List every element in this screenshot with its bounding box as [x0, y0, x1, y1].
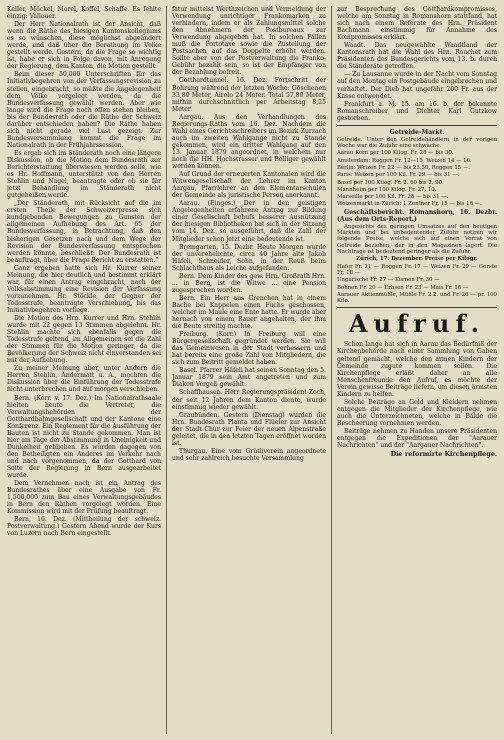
article-paragraph: Der Herr Nationalrath ist der Ansicht, daß wenn die Räthe des hiesigen Kantonskollegiums es so wünschen, diese möglichst abgeändert werde, und daß über die Berathung im Volke gestellt werde. Gestern, da die Frage so wichtig ist, habe er sich in Folge davon, mit Anregung der Regierung, dem Kanton, die Motion gestellt.: [7, 21, 161, 71]
article-paragraph: Es ergab sich im Ständerath noch eine längere Diskussion, ob die Motion dem Bundesrath zur Berichterstattung überwiesen werden solle, wie es Hr. Hoffmann, unterstützt von den Herren Stehlin und Nagel, beantragte oder ob sie für jetzt Behandlung im Ständerath nicht gutgeheißen werde.: [7, 149, 161, 200]
column-3: [337, 6, 497, 734]
appeal-paragraph: Solche Beiträge an Geld und Kleidern nehmen entgegen die Mitglieder der Kirchenpflege, wie auch die Unterzeichneten, welche in Bälde die Bescheerung vornehmen werden.: [337, 398, 497, 427]
market-note-body: Angesichts des geringen Umsatzes auf den heutigen Märkten und bei unbedeutender Zufuhr notiren wir folgende Preise, welche sich auf einen Vorrat von Getreide beziehen, der in den Magazinen lagert. Die Nachfrage ist bedeutend geringer als die Zufuhr.: [337, 223, 497, 256]
article-paragraph: Dem Vernehmen nach ist ein Antrag des Bundesrathes über eine Ausgabe von Fr. 1,500,000 zum Bau eines Verwaltungsgebäudes in Bern den Räthen vorgelegt worden. Eine Kommission wird mit der Prüfung beauftragt.: [7, 480, 161, 516]
price-row: Bohnen Fr. 20 — Erbsen Fr. 23 — Mais Fr. 16 —: [337, 284, 469, 291]
market-line: Getreide. Unter den Getreidehändlern in der vorigen Woche war die Zufuhr eine schwache.: [337, 136, 497, 150]
article-paragraph: Bremgarten, 15. Dezbr. Heute Morgen wurde der unverehelichte, circa 40 Jahre alte Jakob Häfeli, Schneider, Sohn, in der Reuß beim Schlachthaus als Leiche aufgefunden.: [172, 243, 326, 272]
market-line: Weizenmarkt in Zürich: 1 Zentner Fr. 15 — bis 16 —.: [337, 201, 482, 208]
article-paragraph: Bern. Ein Herr aus Grenchen hat in einem Bache bei Kappelen einen Fuchs geschossen, welcher im Maule eine Ente hatte. Er wurde aber hernach von einem Bauer angehalten, der ihm die Beute streitig machte.: [172, 294, 326, 331]
column-2: [172, 6, 326, 734]
section-divider: [337, 307, 497, 308]
market-line: Basel per 100 Kilog. Fr. 2. 60 bis 2. 90.: [337, 179, 444, 186]
market-report: [337, 137, 497, 208]
article-paragraph: Freiburg. (Korr.) In Freiburg will eine Bürgergesellschaft gegründet werden. Sie will das Gemeinwesen in der Stadt verbessern und hat bereits eine große Zahl von Mitgliedern, die sich zum Beitritt gemeldet haben.: [172, 331, 326, 367]
market-title: Getreide-Markt.: [389, 128, 445, 136]
article-paragraph: Graubünden. Gestern (Dienstag) wurden die Hrn. Bundesrath Planta und Flüeler zur Ansicht der Stadt Chur zur Feier der neuen Alpenstraße geleitet, die in den letzten Tagen eröffnet worden ist.: [172, 411, 326, 447]
market-line: Amsterdam: Roggen Fr. 12—15, Weizen 14 — 16.: [337, 157, 472, 164]
article-paragraph: Frankfurt a. M. 15. am 16. b. der bekannte Romanschreiber und Dichter Karl Gutzkow gestorben.: [337, 100, 497, 122]
column-1: [7, 6, 161, 734]
price-row: Ungarische Fr. 27 — Kernen Fr. 30 —: [337, 277, 440, 284]
article-paragraph: Die Motion des Hrn. Kurrer und Hrn. Stehlin wurde mit 22 gegen 13 Stimmen abgelehnt. Hr. Stehlin machte sich ebenfalls gegen die Todesstrafe geltend, im Allgemeinen sei die Zahl der Stimmen für die Motion geringer, da die Bevölkerung der Schweiz nicht einverstanden sei mit der Aufhebung.: [7, 315, 161, 365]
market-line: Paris: Weizen per 100 Kil. Fr. 29 — bis 31 —.: [337, 172, 460, 179]
article-paragraph: „Der Ständerath, mit Rücksicht auf die im ersten Theile der Schweizerpresse sich kundgebenden Bewegungen zu Gunsten der allgemeinen Aufhebung des Art. 65 der Bundesverfassung, in Betrachtung, daß den bisherigen Gesetzen nach und dem Wege der Revision der Bundesverfassung entsprochen werden könnte, beschließt: Der Bundesrath ist beauftragt, über die Frage Bericht zu erstatten.“: [7, 200, 161, 264]
price-row: Hafer Fr. 21 — Roggen Fr. 17 — Weizen Fr. 29 — Gerste Fr. 18 —: [337, 263, 497, 276]
column-rule-1: [166, 6, 167, 734]
ad-intro: Aarauer Aktienmühle, Mühle Fr. 2.2. und Fr. 26 — pr. 100 Kilo.: [337, 291, 497, 305]
market-line: Berlin: Weizen Fr. 22 — bis 23.50, Roggen 15 —.: [337, 164, 471, 171]
prices-title: Zürich, 17. Dezember. Preise per Kilogr.: [356, 256, 478, 263]
article-paragraph: Thurgau. Eine vom Grütliverein angeordnete und sehr zahlreich besuchte Versammlung: [172, 447, 326, 462]
market-line: Aarau Korn per 100 Kilog. Fr. 28 — bis 30.: [337, 150, 454, 157]
article-paragraph: Gotthardtunnel. 16. Dez. Fortschritt der Bohrung während der letzten Woche: Göschenen 33,80 Meter, Airolo 24 Meter. Total 57,80 Meter, mithin durchschnittlich per Arbeitstag 8,25 Meter.: [172, 77, 326, 113]
column-rule-2: [331, 6, 332, 734]
appeal-paragraph: Beiträge nehmen zu Handen unsere Präsidenten entgegen die Expeditionen der "Aarauer Nachrichten" und der "Aargauer Nachrichten".: [337, 427, 497, 450]
article-paragraph: fatur mittelst Werthzeichen und Vermeidung der Verwendung unrichtiger Frankomarken zu verhindern, indem er als Zahlungsmittel solche den Abnehmern der Postbureaux zur Verwendung abgegeben hat. In solchen Fällen muß die Portotaxe sowie die Zustellung der Postsachen auf das Doppelte erhöht werden. Sollte aber von der Postverwaltung die Franko-Gebühr bezahlt sein, so ist der Empfänger von der Bezahlung befreit.: [172, 6, 326, 77]
article-paragraph: Ganz ergeben hatte sich Hr. Kurrer seiner Meinung, die hier deutlich und bestimmt erklärt war, für einen Antrag eingebracht, nach der Volksabstimmung eine Revision der Verfassung vorzunehmen. Hr. Stöckle, der Gegner der Todesstrafe, beantragte Verschiebung, bis das Initiativbegehren vorliege.: [7, 264, 161, 314]
market-line: Mannheim per 100 Kilog. Fr. 27. 10.: [337, 186, 437, 193]
article-paragraph: Auf Grund der erneuerten Kantonalen wird die Witwengesellschaft der Lehrer im Kanton Aargau, Pfarrlehrer an den Elementarschulen der Gemeinde als juristische Person anerkannt.: [172, 171, 326, 200]
article-paragraph: Basel. Pfarrer Häfeli hat seinen Sonntag den 5. Januar 1879 sein Amt angetreten und zum Diakon Vergeß gewählt.: [172, 367, 326, 389]
article-paragraph: Bern, 16. Dez. (Mittheilung der schweiz. Postverwaltung.) Gestern Abend wurde der Kurs von Luzern nach Bern eingestellt.: [7, 516, 161, 538]
article-paragraph: Beim dieser 50,000 Unterschriften für das Initiativbegehren von der Verfassungsrevision zu stellen, eingebracht, so müßte die Angelegenheit dem Volke vorgelegt werden, da die Bundesverfassung gewählt werden. Aber wie lange wird die Frage noch offen stehen bleiben, bis der Bundesrath oder die Räthe der Schweiz darüber entschieden haben? Die Räthe haben sich nicht gerade viel Lust gezeigt. Zur Bundesversammlung kommt die Frage im Nationalrath in der Frühjahrssession.: [7, 71, 161, 149]
article-paragraph: Waadt. Das neugewählte Waadtland der Kantonsrath hat die Wahl des Hrn. Rouchet zum Präsidenten des Bundesgerichts vom 13. b. durch die Ständeräte getroffen.: [337, 42, 497, 71]
article-paragraph: Zu meiner Meinung aber, unter Andern die Herren Stehlin, Andermatt u. A., mochten die Diskussion über die Einführung der Todesstrafe nicht unterbrechen und auf morgen verschieben.: [7, 365, 161, 394]
appeal-paragraph: Schon lange hat sich in Aarau das Bedürfniß der Kirchenbehörde nach einer Sammlung von Gaben geltend gemacht, welche den armen Kindern der Gemeinde zugute kommen sollen. Die Kirchenpflege erläßt daher an alle Menschenfreunde den Aufruf, es möchte der Verein gewisse Beiträge liefern, um diesen ärmsten Kindern zu helfen.: [337, 341, 497, 398]
section-divider: [337, 125, 497, 126]
appeal-signature: Die reformirte Kirchenpflege.: [390, 450, 497, 459]
appeal-headline: Aufruf.: [348, 309, 486, 339]
article-paragraph: Schaffhausen. Herr Regierungspräsident Zoch, der seit 12 Jahren dem Kanton diente, wurde einstimmig wieder gewählt.: [172, 389, 326, 411]
article-paragraph: — Zu Lausanne wurde in der Nacht vom Sonntag auf den Montag ein Postgebäude eingebrochen und verhaftet. Der Dieb hat ungefähr 200 Fr. aus der Kasse entwendet.: [337, 71, 497, 100]
article-paragraph: Keller, Möckel, Morel, Koffel, Schaffe. Es fehlte einzig: Vallauer.: [7, 6, 161, 21]
article-paragraph: zur Besprechung des Gotthardkompromisses, welche am Sonntag in Romanshorn stattfand, hat sich nach einem Referate des Hrn. Präsident Bachmann einstimmig für Annahme des Kompromisses erklärt.: [337, 6, 497, 42]
article-paragraph: Aarau. (Einges.) Der in den geistigen Angelegenheiten erfahrene Antrag zur Bildung einer Gesellschaft behufs besserer Ausnützung der hiesigen Bibliotheken hat sich in der Sitzung vom 14. Dez. so ausgeführt, daß die Zahl der Mitglieder schon jetzt eine bedeutende ist.: [172, 200, 326, 243]
article-paragraph: Bern. (Korr. v. 17. Dez.) Im Nationalrathsaale hielten heute die Vertreter, die Verwaltungsbehörden der Gotthardbahngesellschaft und der Kantone eine Konferenz. Ein Reglement für die Ausführung der Bauten ist nicht zu Stande gekommen. Man ist hier am Tage der Abstimmung in Uneinigkeit und Dunkelheit geblieben. Es wurden dagegen von den Betheiligten ein Anderes im Verkehr nach und nach vorgenommen, da der Gotthard von Seite der Regierung in Bern ausgearbeitet wurde.: [7, 394, 161, 480]
article-paragraph: Aargau. Aus den Verhandlungen des Regierungs-Raths vom 16. Dez. Nachdem die Wahl eines Gerichtsschreibers im Bezirk Zurzach auch im zweiten Wahlgange nicht zu Stande gekommen, wird ein dritter Wahlgang auf den 13. Januar 1879 angeordnet, in welchem nur noch die HH. Hochstrasser und Bolliger gewählt werden können.: [172, 113, 326, 171]
article-paragraph: Bern. Dem Kinder des gew. Hrn. Großrath Hrn. ... in Bern, ist die Witwe ... eine Pension zugesprochen worden.: [172, 272, 326, 294]
market-note-title: Geschäftsbericht. Romanshorn, 16. Dezbr. (Aus dem Orts-Report.): [337, 208, 497, 223]
market-line: Marseille per 100 Kil. Fr. 28 — bis 31 —.: [337, 194, 449, 201]
price-table: [337, 264, 497, 291]
